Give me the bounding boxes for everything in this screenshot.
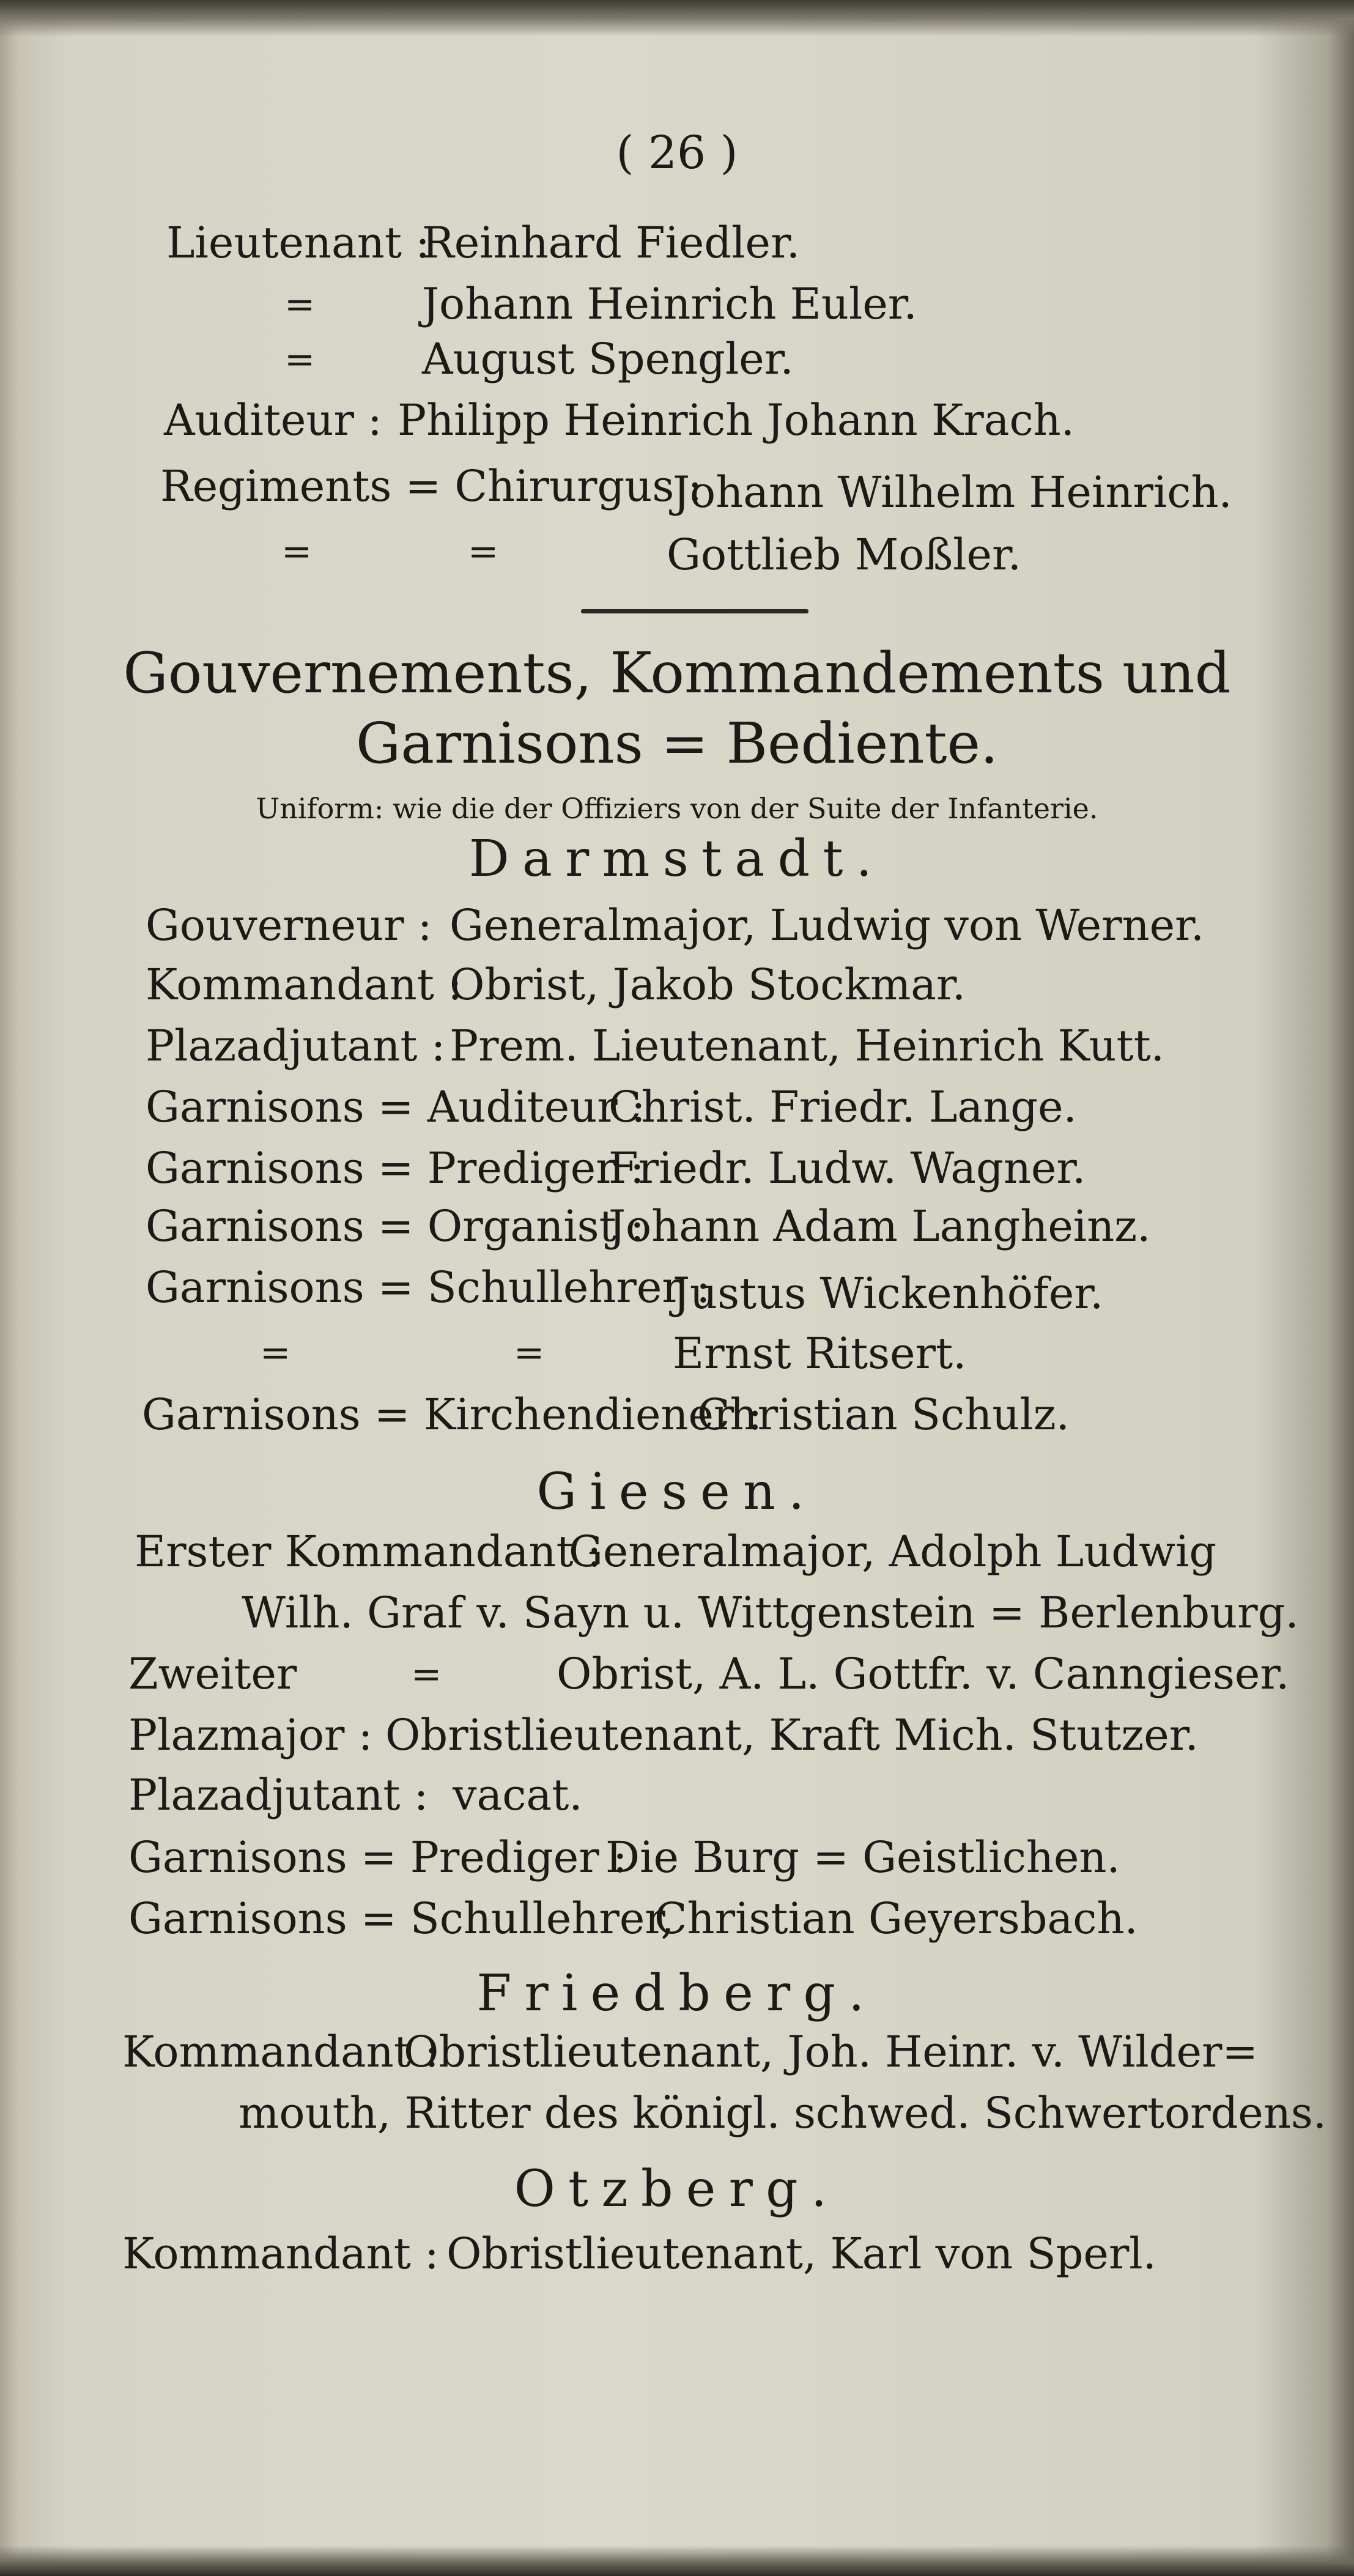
section-title-line1: Gouvernements, Kommandements und <box>123 640 1231 706</box>
list-name: Philipp Heinrich Johann Krach. <box>398 395 1075 445</box>
ditto-mark: = <box>260 1331 291 1374</box>
place-heading-otzberg: Otzberg. <box>514 2160 840 2218</box>
list-name: Johann Wilhelm Heinrich. <box>673 467 1232 517</box>
entry-label: Zweiter <box>128 1649 297 1699</box>
list-label-regiments-chirurgus: Regiments = Chirurgus : <box>160 461 703 511</box>
entry-label: Kommandant : <box>122 2229 439 2279</box>
entry-label: Erster Kommandant : <box>135 1527 602 1577</box>
ditto-mark: = <box>514 1331 545 1374</box>
ditto-mark: = <box>468 530 499 573</box>
entry-label: Plazadjutant : <box>128 1770 429 1820</box>
list-name: Reinhard Fiedler. <box>422 218 800 268</box>
place-heading-friedberg: Friedberg. <box>476 1964 878 2023</box>
entry-text: Obrist, A. L. Gottfr. v. Canngieser. <box>557 1649 1290 1699</box>
entry-text: Obristlieutenant, Kraft Mich. Stutzer. <box>385 1710 1199 1760</box>
entry-label: Kommandant : <box>122 2027 439 2077</box>
entry-label: Garnisons = Schullehrer, <box>128 1893 675 1944</box>
list-name: Gottlieb Moßler. <box>667 530 1021 580</box>
ditto-mark: = <box>281 530 313 573</box>
entry-text: Christ. Friedr. Lange. <box>609 1082 1077 1132</box>
entry-text: Justus Wickenhöfer. <box>673 1268 1104 1319</box>
entry-text: vacat. <box>453 1770 583 1820</box>
entry-text: Generalmajor, Ludwig von Werner. <box>449 900 1205 950</box>
list-label-lieutenant: Lieutenant : <box>166 218 430 268</box>
uniform-note: Uniform: wie die der Offiziers von der Suite der Infanterie. <box>256 792 1098 825</box>
entry-text: Johann Adam Langheinz. <box>609 1201 1151 1251</box>
ditto-mark: = <box>284 283 316 326</box>
entry-text: mouth, Ritter des königl. schwed. Schwertordens. <box>239 2088 1327 2138</box>
list-label-auditeur: Auditeur : <box>164 395 382 445</box>
ditto-mark: = <box>284 338 316 381</box>
entry-label: Garnisons = Kirchendiener : <box>142 1390 763 1440</box>
entry-label: Plazadjutant : <box>146 1021 446 1071</box>
entry-text: Obristlieutenant, Joh. Heinr. v. Wilder= <box>404 2027 1259 2077</box>
entry-text: Christian Schulz. <box>697 1390 1070 1440</box>
list-name: Johann Heinrich Euler. <box>422 279 917 329</box>
entry-label: Plazmajor : <box>128 1710 373 1760</box>
place-heading-darmstadt: Darmstadt. <box>468 830 886 888</box>
section-divider <box>581 609 808 613</box>
entry-label: Garnisons = Prediger : <box>146 1143 645 1193</box>
entry-label: Gouverneur : <box>146 900 432 950</box>
place-heading-giessen: Giesen. <box>536 1463 818 1521</box>
section-title-line2: Garnisons = Bediente. <box>355 711 999 776</box>
page-number: ( 26 ) <box>616 127 738 179</box>
entry-text: Die Burg = Geistlichen. <box>605 1832 1120 1882</box>
ditto-mark: = <box>411 1653 442 1696</box>
entry-label: Garnisons = Schullehrer : <box>146 1262 711 1312</box>
entry-text: Generalmajor, Adolph Ludwig <box>569 1527 1217 1577</box>
entry-text: Obristlieutenant, Karl von Sperl. <box>446 2229 1156 2279</box>
entry-text: Ernst Ritsert. <box>673 1328 967 1379</box>
list-name: August Spengler. <box>422 334 794 384</box>
entry-text: Friedr. Ludw. Wagner. <box>609 1143 1086 1193</box>
entry-text: Wilh. Graf v. Sayn u. Wittgenstein = Berlenburg. <box>242 1588 1299 1638</box>
entry-text: Prem. Lieutenant, Heinrich Kutt. <box>449 1021 1165 1071</box>
entry-text: Obrist, Jakob Stockmar. <box>449 960 966 1010</box>
entry-label: Garnisons = Organist : <box>146 1201 645 1251</box>
entry-label: Kommandant : <box>146 960 462 1010</box>
entry-text: Christian Geyersbach. <box>654 1893 1138 1944</box>
entry-label: Garnisons = Prediger : <box>128 1832 627 1882</box>
entry-label: Garnisons = Auditeur : <box>146 1082 646 1132</box>
